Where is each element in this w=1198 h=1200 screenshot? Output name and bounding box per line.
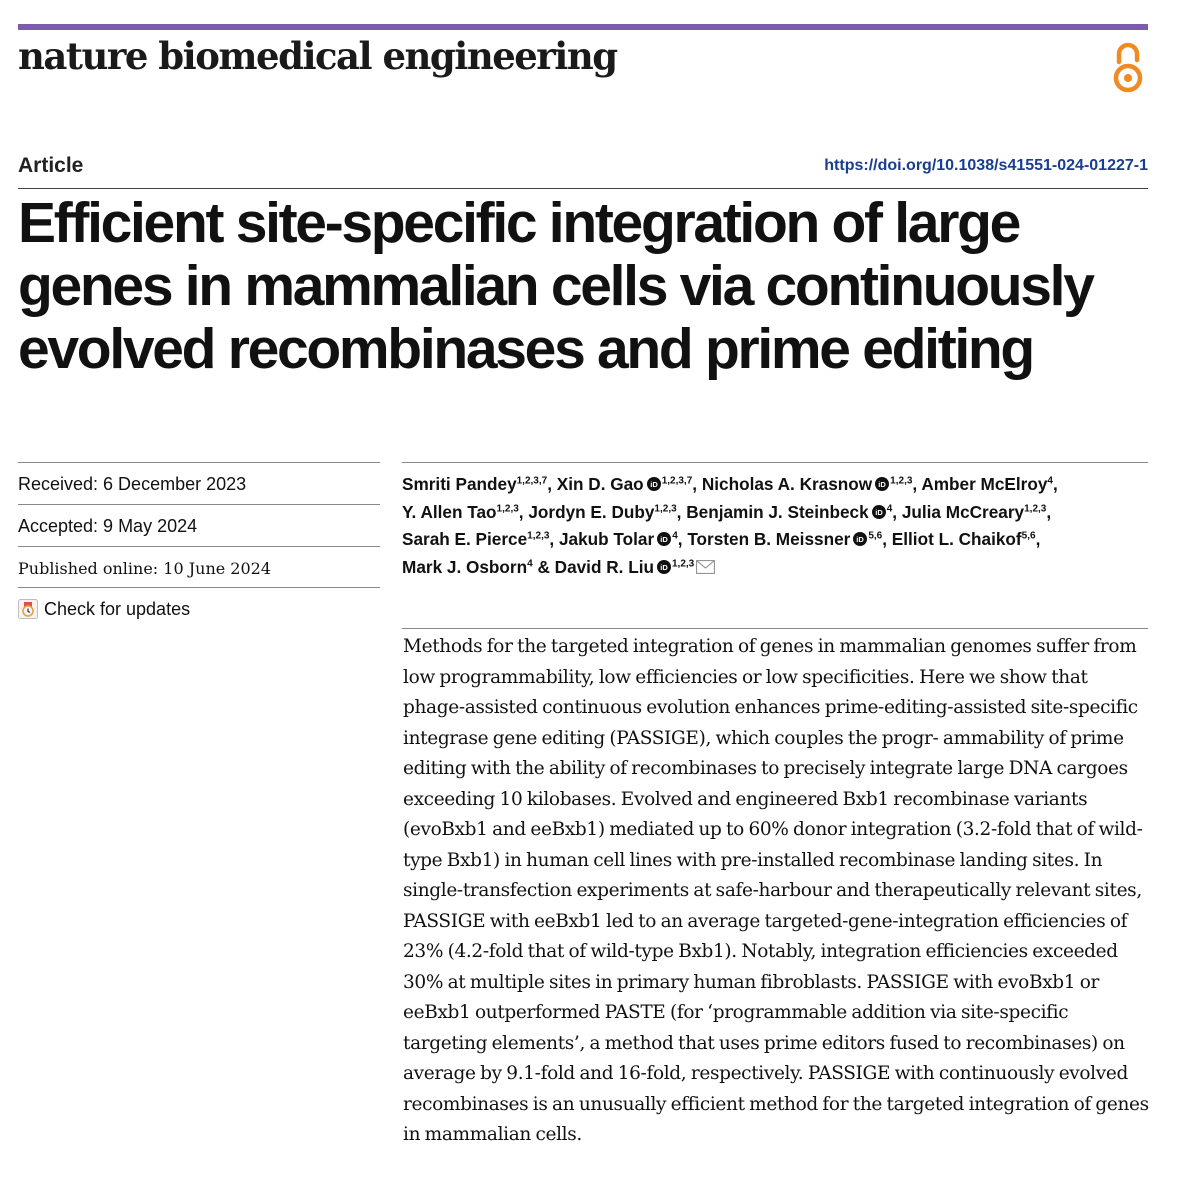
author-affiliations: 4 bbox=[527, 557, 533, 569]
author-affiliations: 1,2,3 bbox=[671, 557, 695, 569]
author-name[interactable]: Benjamin J. Steinbeck bbox=[686, 501, 869, 522]
author-affiliations: 4 bbox=[672, 530, 678, 542]
author-name[interactable]: Jordyn E. Duby bbox=[528, 501, 655, 522]
crossmark-icon bbox=[18, 599, 38, 619]
author-item bbox=[686, 502, 892, 522]
author-item bbox=[902, 502, 1047, 522]
author-item bbox=[687, 529, 882, 549]
author-affiliations: 1,2,3 bbox=[496, 502, 519, 514]
author-affiliations: 5,6 bbox=[1021, 530, 1036, 542]
author-name[interactable]: Sarah E. Pierce bbox=[402, 529, 528, 549]
header-divider bbox=[18, 188, 1148, 189]
author-item bbox=[402, 474, 547, 494]
author-item bbox=[402, 557, 533, 577]
orcid-icon[interactable] bbox=[657, 560, 671, 574]
author-name[interactable]: Elliot L. Chaikof bbox=[891, 529, 1022, 549]
accepted-date: Accepted: 9 May 2024 bbox=[18, 504, 380, 546]
author-item bbox=[892, 529, 1036, 549]
author-name[interactable]: Torsten B. Meissner bbox=[687, 529, 851, 549]
author-item bbox=[557, 474, 693, 494]
author-affiliations: 1,2,3 bbox=[527, 530, 550, 542]
author-name[interactable]: Julia McCreary bbox=[901, 501, 1025, 522]
abstract-divider bbox=[402, 628, 1148, 629]
author-affiliations: 1,2,3 bbox=[890, 475, 913, 487]
received-date: Received: 6 December 2023 bbox=[18, 462, 380, 504]
author-name[interactable]: David R. Liu bbox=[554, 556, 654, 577]
svg-text:iD: iD bbox=[660, 562, 668, 572]
author-item bbox=[921, 474, 1053, 494]
author-item bbox=[702, 474, 913, 494]
article-type: Article bbox=[18, 154, 84, 177]
author-list: Smriti Pandey$^{1,2,3,7}$, Xin D. Gao iD $^{1,2,3,7}$, Nicholas A. Krasnow iD $^{1,2,3}$, Amber McElroy$^4$, Y. Allen Tao$^{1,2,3}$, Jordyn E. Duby$^{1,2,3}$, Benjamin J. Steinbeck iD $^4$, Julia McCreary$^{1,2,3}$, Sarah E. Pierce$^{1,2,3}$, Jakub Tolar iD $^4$, Torsten B. Meissner iD $^{5,6}$, Elliot L. Chaikof$^{5,6}$, Mark J. Osborn$^4$ & David R. Liu iD $^{1,2,3}$ bbox=[402, 474, 1058, 577]
author-item bbox=[402, 502, 519, 522]
svg-text:iD: iD bbox=[649, 480, 658, 489]
orcid-icon[interactable] bbox=[647, 477, 661, 491]
check-for-updates-button[interactable] bbox=[18, 588, 380, 628]
published-date: Published online: 10 June 2024 bbox=[18, 546, 380, 588]
author-name[interactable]: Jakub Tolar bbox=[558, 529, 655, 549]
journal-accent-bar bbox=[18, 24, 1148, 30]
author-item bbox=[555, 557, 716, 577]
open-access-icon[interactable] bbox=[1110, 40, 1146, 96]
svg-text:iD: iD bbox=[856, 535, 865, 544]
authors-divider bbox=[402, 462, 1148, 463]
svg-text:iD: iD bbox=[660, 535, 668, 544]
author-name[interactable]: Amber McElroy bbox=[921, 474, 1048, 494]
author-name[interactable]: Smriti Pandey bbox=[402, 474, 517, 494]
author-name[interactable]: Y. Allen Tao bbox=[402, 501, 497, 522]
author-affiliations: 4 bbox=[1047, 475, 1053, 487]
orcid-icon[interactable] bbox=[875, 477, 889, 491]
author-affiliations: 1,2,3 bbox=[654, 502, 677, 514]
author-affiliations: 1,2,3,7 bbox=[661, 475, 693, 487]
svg-text:iD: iD bbox=[878, 480, 886, 489]
author-item bbox=[528, 502, 676, 522]
author-item bbox=[402, 529, 549, 549]
journal-name[interactable]: nature biomedical engineering bbox=[18, 34, 617, 78]
author-affiliations: 1,2,3 bbox=[1024, 502, 1047, 514]
article-title: Efficient site-specific integration of large genes in mammalian cells via continuously evolved recombinases and prime editing bbox=[18, 191, 1093, 381]
orcid-icon[interactable] bbox=[853, 532, 867, 546]
check-for-updates-label: Check for updates bbox=[44, 598, 191, 619]
author-name[interactable]: Xin D. Gao bbox=[556, 474, 644, 494]
svg-text:iD: iD bbox=[874, 507, 883, 517]
author-name[interactable]: Mark J. Osborn bbox=[402, 556, 528, 577]
author-affiliations: 4 bbox=[886, 502, 893, 514]
publication-dates bbox=[18, 462, 380, 628]
author-affiliations: 5,6 bbox=[868, 530, 883, 542]
abstract: Methods for the targeted integration of genes in mammalian genomes suffer from low programmability, low efficiencies or low specificities. Here we show that phage-assisted continuous evolution enhances prime-editing-assisted site-specific integrase gene editing (PASSIGE), which couples the progr- ammability of prime editing with the ability of recombinases to precisely integrate large DNA cargoes exceeding 10 kilobases. Evolved and engineered Bxb1 recombinase variants (evoBxb1 and eeBxb1) mediated up to 60% donor integration (3.2-fold that of wild-type Bxb1) in human cell lines with pre-installed recombinase landing sites. In single-transfection experiments at safe-harbour and therapeutically relevant sites, PASSIGE with eeBxb1 led to an average targeted-gene-integration efficiencies of 23% (4.2-fold that of wild-type Bxb1). Notably, integration efficiencies exceeded 30% at multiple sites in primary human fibroblasts. PASSIGE with evoBxb1 or eeBxb1 outperformed PASTE (for ‘programmable addition via site-specific targeting elements’, a method that uses prime editors fused to recombinases) on average by 9.1-fold and 16-fold, respectively. PASSIGE with continuously evolved recombinases is an unusually efficient method for the targeted integration of genes in mammalian cells. bbox=[403, 636, 1149, 1145]
orcid-icon[interactable] bbox=[872, 505, 886, 519]
author-item bbox=[559, 529, 678, 549]
author-name[interactable]: Nicholas A. Krasnow bbox=[701, 474, 873, 494]
orcid-icon[interactable] bbox=[657, 532, 671, 546]
author-affiliations: 1,2,3,7 bbox=[516, 475, 548, 487]
doi-link[interactable]: https://doi.org/10.1038/s41551-024-01227-1 bbox=[824, 157, 1148, 174]
email-icon[interactable] bbox=[696, 560, 715, 574]
